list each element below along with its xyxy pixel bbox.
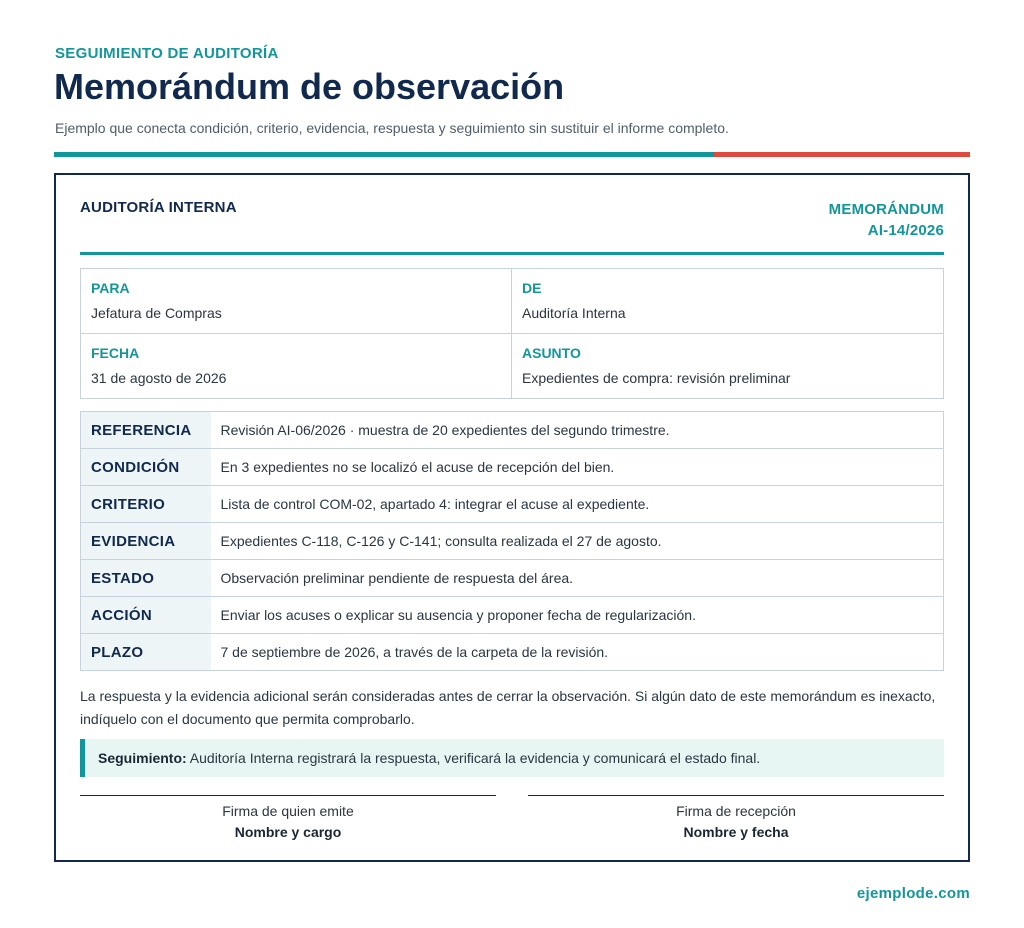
field-value: Jefatura de Compras bbox=[91, 305, 222, 321]
row-value: Lista de control COM-02, apartado 4: integrar el acuse al expediente. bbox=[211, 486, 944, 523]
row-key: EVIDENCIA bbox=[81, 523, 211, 560]
memo-divider bbox=[80, 252, 944, 255]
memo-type: MEMORÁNDUM bbox=[828, 201, 944, 218]
signature-name: Nombre y cargo bbox=[234, 824, 342, 840]
field-fecha bbox=[81, 334, 512, 399]
row-value: 7 de septiembre de 2026, a través de la carpeta de la revisión. bbox=[220, 644, 609, 660]
memo-identifier bbox=[829, 199, 944, 241]
signature-issuer bbox=[80, 795, 496, 840]
field-value: Auditoría Interna bbox=[522, 305, 626, 321]
accent-bar-red bbox=[714, 152, 970, 157]
table-row bbox=[81, 523, 944, 560]
field-label: FECHA bbox=[91, 344, 140, 361]
signature-role: Firma de quien emite bbox=[222, 803, 354, 819]
field-value: 31 de agosto de 2026 bbox=[91, 369, 227, 386]
row-key: ACCIÓN bbox=[81, 597, 211, 634]
row-key: CONDICIÓN bbox=[81, 449, 211, 486]
row-key: ESTADO bbox=[81, 560, 211, 597]
row-value: En 3 expedientes no se localizó el acuse de recepción del bien. bbox=[211, 449, 944, 486]
field-para bbox=[81, 269, 512, 334]
field-label: PARA bbox=[91, 280, 130, 296]
signature-name: Nombre y fecha bbox=[683, 824, 789, 840]
memo-organization: AUDITORÍA INTERNA bbox=[80, 199, 237, 216]
followup-callout bbox=[80, 739, 944, 777]
field-de bbox=[512, 269, 943, 334]
row-value: Expedientes C-118, C-126 y C-141; consulta realizada el 27 de agosto. bbox=[211, 523, 944, 560]
eyebrow-label: SEGUIMIENTO DE AUDITORÍA bbox=[55, 45, 279, 62]
table-row bbox=[81, 597, 944, 634]
page-subtitle: Ejemplo que conecta condición, criterio, evidencia, respuesta y seguimiento sin sustituir el informe completo. bbox=[55, 120, 729, 136]
row-value: Observación preliminar pendiente de respuesta del área. bbox=[211, 560, 944, 597]
field-label: ASUNTO bbox=[522, 344, 581, 361]
memo-code: AI-14/2026 bbox=[867, 222, 944, 239]
table-row bbox=[81, 412, 944, 449]
table-row bbox=[81, 449, 944, 486]
row-value: Revisión AI-06/2026 · muestra de 20 expedientes del segundo trimestre. bbox=[211, 412, 944, 449]
field-asunto bbox=[512, 334, 943, 399]
row-key: PLAZO bbox=[81, 634, 211, 671]
table-row bbox=[81, 486, 944, 523]
footer-brand: ejemplode.com bbox=[856, 885, 970, 902]
memo-card bbox=[54, 173, 970, 862]
page-title: Memorándum de observación bbox=[54, 66, 565, 107]
followup-label: Seguimiento: bbox=[98, 750, 187, 766]
row-value: Enviar los acuses o explicar su ausencia y proponer fecha de regularización. bbox=[211, 597, 944, 634]
closing-paragraph: La respuesta y la evidencia adicional serán consideradas antes de cerrar la observación. Si algún dato de este memorándum es inexacto, indíquelo con el documento que permita comprobarlo. bbox=[80, 688, 936, 727]
followup-text: Auditoría Interna registrará la respuesta, verificará la evidencia y comunicará el estado final. bbox=[186, 750, 761, 766]
memo-fields-grid bbox=[80, 268, 944, 399]
table-row bbox=[81, 634, 944, 671]
field-label: DE bbox=[522, 280, 542, 296]
row-key: REFERENCIA bbox=[81, 412, 211, 449]
field-value: Expedientes de compra: revisión preliminar bbox=[522, 369, 791, 386]
signature-receiver bbox=[528, 795, 944, 840]
signature-role: Firma de recepción bbox=[676, 803, 796, 819]
table-row bbox=[81, 560, 944, 597]
observation-table bbox=[80, 411, 944, 671]
accent-bar-teal bbox=[54, 152, 714, 157]
row-key: CRITERIO bbox=[81, 486, 211, 523]
